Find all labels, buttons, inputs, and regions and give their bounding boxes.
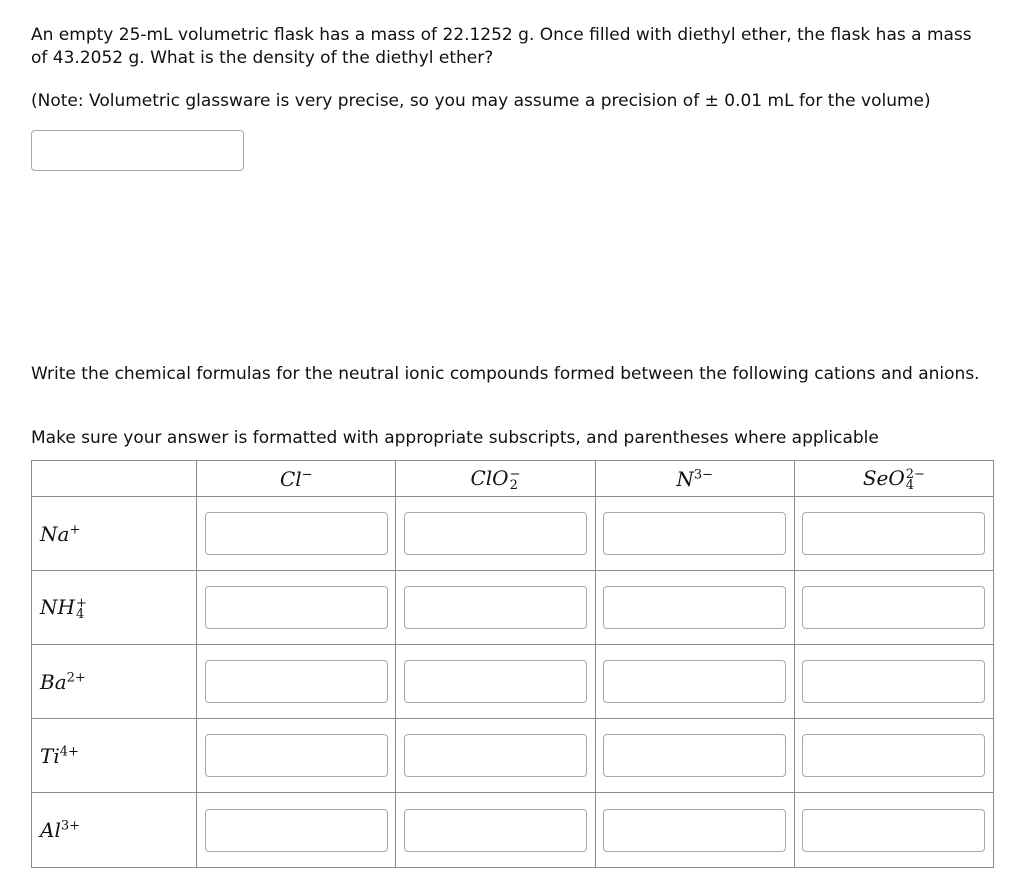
ion-charge: 3+ [60,818,81,834]
ion-charge: 4+ [59,743,79,759]
ion-subscript: 4 [75,606,85,622]
answer-cell [197,645,396,719]
cation-formula [40,595,87,622]
anion-formula [862,466,925,493]
ion-charge: − [509,466,521,482]
compound-formula-input[interactable] [603,586,786,629]
answer-cell [396,571,595,645]
compound-formula-input[interactable] [205,734,388,777]
anion-formula [470,466,521,493]
answer-cell [396,497,595,571]
compound-formula-input[interactable] [603,734,786,777]
anion-header-n [595,461,794,497]
answer-cell [595,571,794,645]
cation-row [32,645,994,719]
ion-subscript: 4 [905,477,915,493]
compound-formula-input[interactable] [802,586,985,629]
question-2-note: Make sure your answer is formatted with appropriate subscripts, and parentheses where applicable [31,428,879,448]
ion-symbol: ClO [470,466,509,491]
compound-formula-input[interactable] [802,734,985,777]
ion-symbol: Ti [40,743,60,768]
compound-formula-input[interactable] [205,809,388,852]
answer-cell [396,645,595,719]
answer-cell [794,719,993,793]
answer-cell [396,719,595,793]
ion-charge: 3− [693,466,713,482]
answer-cell [396,793,595,868]
compound-formula-input[interactable] [802,660,985,703]
ion-charge: − [301,466,313,482]
compound-formula-input[interactable] [205,512,388,555]
question-1-text: An empty 25-mL volumetric flask has a mass of 22.1252 g. Once filled with diethyl ether, the flask has a mass of 43.2052 g. What is the density of the diethyl ether? [31,25,972,68]
cation-row [32,497,994,571]
cation-label-cell [32,793,197,868]
cation-formula [40,670,86,694]
answer-cell [794,571,993,645]
answer-cell [595,719,794,793]
cation-label-cell [32,497,197,571]
ion-symbol: Cl [279,466,302,491]
compound-formula-input[interactable] [603,512,786,555]
answer-cell [595,497,794,571]
corner-cell [32,461,197,497]
ionic-compounds-table [31,460,994,868]
answer-cell [595,645,794,719]
cation-formula [40,744,79,768]
compound-formula-input[interactable] [404,734,587,777]
answer-cell [197,571,396,645]
ion-symbol: N [676,466,694,491]
answer-cell [197,793,396,868]
compound-formula-input[interactable] [802,809,985,852]
compound-formula-input[interactable] [404,512,587,555]
compound-formula-input[interactable] [603,660,786,703]
cation-label-cell [32,719,197,793]
anion-header-row [32,461,994,497]
ion-charge: + [69,521,81,537]
cation-formula [40,522,80,546]
compound-formula-input[interactable] [205,660,388,703]
ion-symbol: Ba [40,669,67,694]
anion-formula [676,467,713,491]
ion-symbol: SeO [862,466,905,491]
answer-cell [794,497,993,571]
answer-cell [595,793,794,868]
compound-formula-input[interactable] [205,586,388,629]
ion-charge: 2− [905,466,925,482]
ion-symbol: Al [40,818,61,842]
compound-formula-input[interactable] [802,512,985,555]
cation-label-cell [32,645,197,719]
density-answer-input[interactable] [31,130,244,171]
answer-cell [197,719,396,793]
ion-symbol: NH [40,595,75,620]
anion-formula [280,467,313,491]
compound-formula-input[interactable] [404,809,587,852]
cation-row [32,719,994,793]
cation-formula [40,818,80,842]
question-1-note: (Note: Volumetric glassware is very precise, so you may assume a precision of ± 0.01 mL for the volume) [31,91,931,111]
ion-subscript: 2 [509,477,518,493]
answer-cell [794,645,993,719]
cation-row [32,571,994,645]
anion-header-cl [197,461,396,497]
compound-formula-input[interactable] [603,809,786,852]
ion-symbol: Na [40,521,70,546]
compound-formula-input[interactable] [404,586,587,629]
anion-header-clo2 [396,461,595,497]
ion-charge: 2+ [66,669,86,685]
answer-cell [197,497,396,571]
question-2-text: Write the chemical formulas for the neutral ionic compounds formed between the following cations and anions. [31,364,980,384]
compound-formula-input[interactable] [404,660,587,703]
answer-cell [794,793,993,868]
anion-header-seo4 [794,461,993,497]
ion-charge: + [75,595,87,611]
cation-row [32,793,994,868]
cation-label-cell [32,571,197,645]
